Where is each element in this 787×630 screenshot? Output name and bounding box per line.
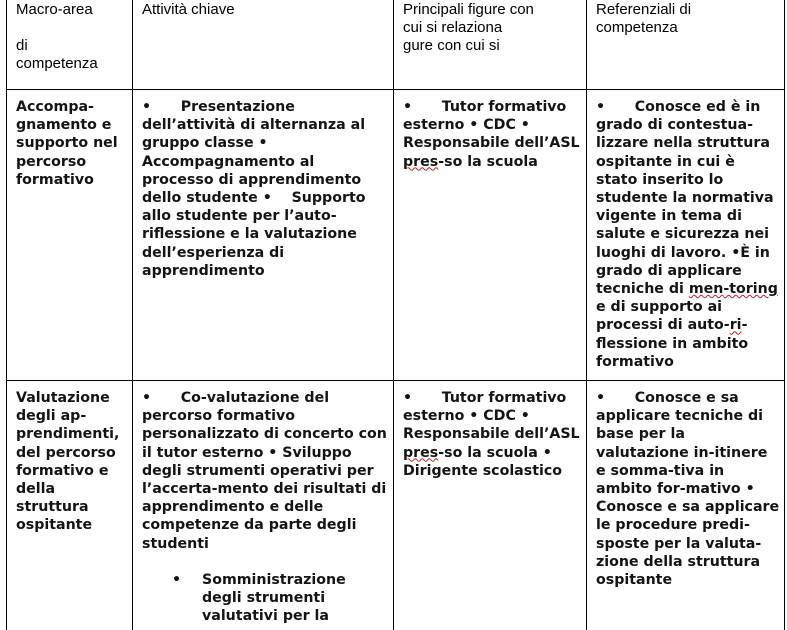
competences-text-end: -flessione in ambito formativo [596,317,749,370]
competences-text-mid: e di supporto ai processi di auto- [596,299,730,334]
macro-area-text: Valutazione degli ap-prendimenti, del percorso formativo e della struttura ospitante [16,390,120,534]
competences-text: • Conosce ed è in grado di contestua-lizzare nella struttura ospitante in cui è stato inserito lo studente la normativa vigente in tema di salute e sicurezza nei luoghi di lavoro. •È in grado di applicare tecniche di [596,99,779,298]
figures-text: • Tutor formativo esterno • CDC • Responsabile dell’ASL [403,99,585,152]
header-competence-line1: Referenziali di [596,1,692,18]
header-competence-references [587,0,785,90]
header-macro-line1: Macro-area [16,1,93,18]
macro-area-text: Accompa-gnamento e supporto nel percorso formativo [16,99,118,188]
spellcheck-word: ri [729,317,742,334]
figures-text-end: -so la scuola • Dirigente scolastico [403,444,582,479]
competences-cell [587,381,785,630]
header-macro-area [7,0,133,90]
table-header-row [7,0,785,90]
spellcheck-word: men [688,281,724,298]
list-item [142,571,389,626]
header-key-activities [133,0,394,90]
header-macro-line3: competenza [16,55,98,72]
header-macro-line2: di [16,37,28,54]
header-figures-line2: cui si relaziona [403,19,503,36]
header-figures-line1: Principali figure con [403,1,534,18]
spellcheck-word: -toring [723,281,778,298]
competence-table [6,0,785,630]
figures-text-end: -so la scuola [438,153,538,170]
activities-text: • Co-valutazione del percorso formativo personalizzato di concerto con il tutor esterno • Sviluppo degli strumenti operativi per l’accerta-mento dei risultati di apprendimento e delle competenze da parte degli studenti [142,390,392,552]
header-figures-line3: gure con cui si [403,37,500,54]
figures-text: • Tutor formativo esterno • CDC • Responsabile dell’ASL [403,390,585,443]
spellcheck-word: pres [403,444,439,461]
figures-cell [394,90,587,381]
activities-text: • Presentazione dell’attività di alternanza al gruppo classe • Accompagnamento al processo di apprendimento dello studente • Supporto allo studente per l’auto-riflessione e la valutazione dell’esperienza di apprendimento [142,99,371,279]
table-row [7,381,785,630]
macro-area-cell [7,381,133,630]
competences-text: • Conosce e sa applicare tecniche di base per la valutazione in-itinere e somma-tiva in ambito for-mativo • Conosce e sa applicare le procedure predi-sposte per la valuta-zione della struttura ospitante [596,390,785,589]
list-item-text: Somministrazione degli strumenti valutativi per la [202,571,346,625]
activities-sublist [142,571,389,626]
activities-cell [133,381,394,630]
header-main-figures [394,0,587,90]
spellcheck-word: pres [403,153,439,170]
competences-cell [587,90,785,381]
header-activities-text: Attività chiave [142,1,235,18]
header-competence-line2: competenza [596,19,678,36]
figures-cell [394,381,587,630]
table-row [7,90,785,381]
activities-cell [133,90,394,381]
bullet-icon: • [172,571,182,588]
macro-area-cell [7,90,133,381]
